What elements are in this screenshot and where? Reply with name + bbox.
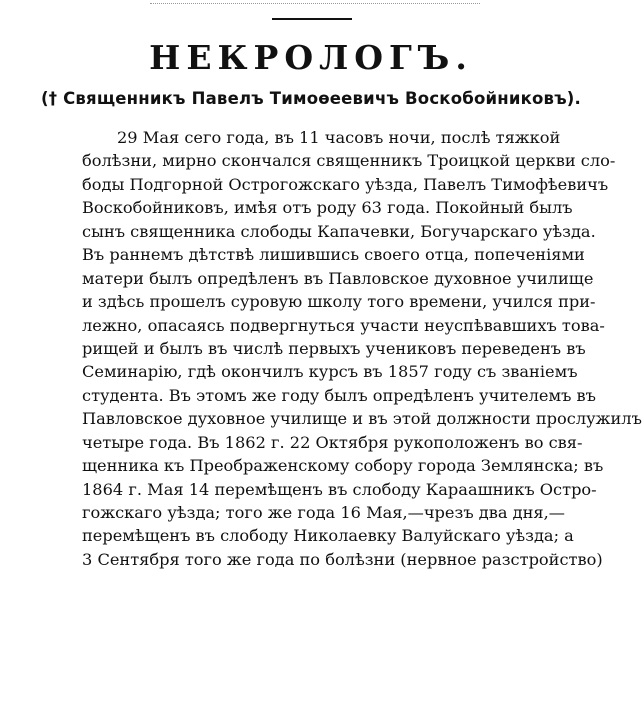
text-line: болѣзни, мирно скончался священникъ Троицкой церкви сло- [82,151,616,171]
text-line: Въ раннемъ дѣтствѣ лишившись своего отца, попеченіями [82,245,585,265]
obituary-body [82,126,642,571]
text-line: Воскобойниковъ, имѣя отъ роду 63 года. Покойный былъ [82,198,573,218]
text-line: 1864 г. Мая 14 перемѣщенъ въ слободу Караашникъ Остро- [82,479,597,499]
text-line: перемѣщенъ въ слободу Николаевку Валуйскаго уѣзда; а [82,526,574,546]
obituary-subtitle: († Священникъ Павелъ Тимоѳеевичъ Воскобойниковъ). [40,89,582,108]
obituary-title: НЕКРОЛОГЪ. [149,38,473,77]
text-line: щенника къ Преображенскому собору города Землянска; въ [82,456,604,476]
text-line: Павловское духовное училище и въ этой должности прослужилъ [82,409,642,429]
text-line: сынъ священника слободы Капачевки, Богучарскаго уѣзда. [82,221,596,241]
header-rule [272,18,352,20]
text-line: боды Подгорной Острогожскаго уѣзда, Павелъ Тимофѣевичъ [82,174,609,194]
text-line: матери былъ опредѣленъ въ Павловское духовное училище [82,268,594,288]
text-line: рищей и былъ въ числѣ первыхъ учениковъ переведенъ въ [82,338,586,358]
text-line: Семинарію, гдѣ окончилъ курсъ въ 1857 году съ званіемъ [82,362,578,382]
text-line: 3 Сентября того же года по болѣзни (нервное разстройство) [82,549,603,569]
text-line: студента. Въ этомъ же году былъ опредѣленъ учителемъ въ [82,385,596,405]
text-line: гожскаго уѣзда; того же года 16 Мая,—чрезъ два дня,— [82,503,565,522]
text-line: четыре года. Въ 1862 г. 22 Октября рукоположенъ во свя- [82,432,583,452]
text-line: и здѣсь прошелъ суровую школу того времени, учился при- [82,292,596,312]
text-line: лежно, опасаясь подвергнуться участи неуспѣвавшихъ това- [82,315,605,335]
text-line: 29 Мая сего года, въ 11 часовъ ночи, послѣ тяжкой [117,128,561,147]
top-border [150,0,480,4]
